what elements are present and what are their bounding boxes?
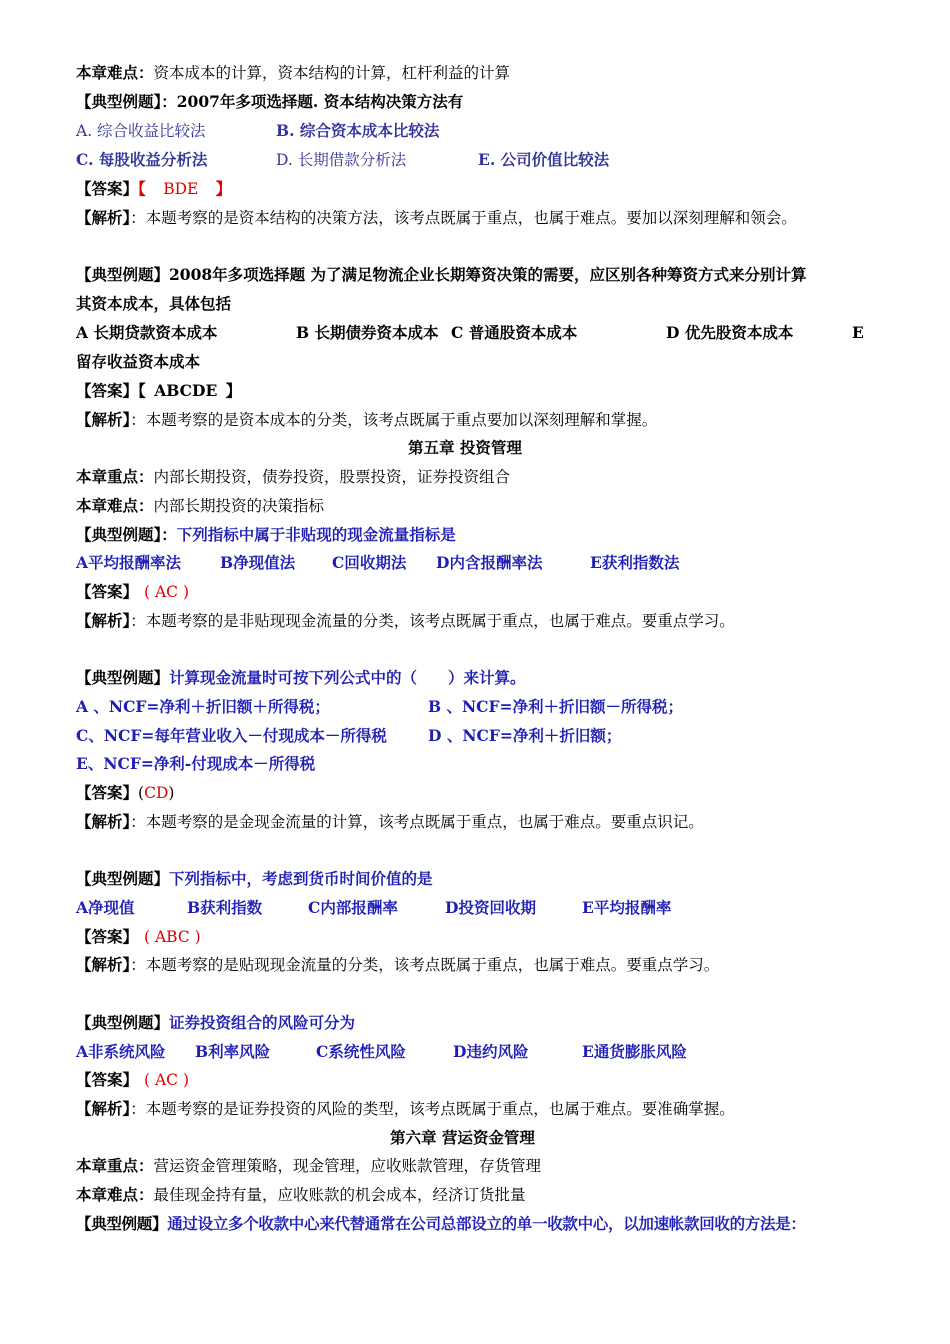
q4-option-d: D 、NCF=净利＋折旧额； [428, 726, 622, 745]
q3-option-c: C回收期法 [332, 553, 407, 572]
q5-option-a: A净现值 [76, 898, 135, 917]
q1-option-b: B. 综合资本成本比较法 [276, 121, 440, 140]
key-text: 内部长期投资，债券投资，股票投资，证券投资组合 [153, 468, 511, 486]
analysis-text: ：本题考察的是资本成本的分类，该考点既属于重点要加以深刻理解和掌握。 [130, 411, 658, 429]
q6-analysis [76, 1098, 735, 1120]
q2-question-cont: 其资本成本，具体包括 [76, 294, 232, 313]
question-text: 计算现金流量时可按下列公式中的（ ）来计算。 [169, 668, 526, 687]
question-text: 下列指标中，考虑到货币时间价值的是 [169, 869, 433, 888]
question-text: 证券投资组合的风险可分为 [169, 1013, 356, 1032]
answer-label: 【答案】 [76, 381, 139, 400]
example-tag: 【典型例题】 [76, 668, 170, 687]
answer-value: ( AC ) [144, 583, 190, 601]
analysis-text: ：本题考察的是证券投资的风险的类型，该考点既属于重点，也属于难点。要准确掌握。 [130, 1100, 735, 1118]
example-question-2 [76, 264, 807, 286]
analysis-text: ：本题考察的是金现金流量的计算，该考点既属于重点，也属于难点。要重点识记。 [130, 813, 704, 831]
difficulty-text: 内部长期投资的决策指标 [153, 497, 325, 515]
answer-value: ( ABC ) [144, 928, 201, 946]
example-tag: 【典型例题】 [76, 1214, 168, 1233]
q1-option-a: A. 综合收益比较法 [76, 122, 206, 140]
answer-label: 【答案】 [76, 927, 139, 946]
answer-value: BDE [163, 180, 199, 198]
analysis-label: 【解析】 [76, 410, 131, 429]
q5-option-d: D投资回收期 [445, 898, 536, 917]
q4-option-a: A 、NCF=净利＋折旧额＋所得税； [76, 697, 330, 716]
q3-option-b: B净现值法 [220, 553, 296, 572]
answer-paren-open: ( [138, 784, 145, 802]
q6-answer [76, 1069, 189, 1091]
q5-option-b: B获利指数 [187, 898, 263, 917]
q5-analysis [76, 954, 719, 976]
question-text: 2008年多项选择题 为了满足物流企业长期筹资决策的需要，应区别各种筹资方式来分别计算 [169, 265, 807, 284]
analysis-text: ：本题考察的是资本结构的决策方法，该考点既属于重点，也属于难点。要加以深刻理解和领会。 [130, 209, 797, 227]
analysis-label: 【解析】 [76, 611, 131, 630]
example-tag: 【典型例题】： [76, 92, 177, 111]
q3-answer [76, 581, 189, 603]
answer-label: 【答案】 [76, 783, 139, 802]
example-tag: 【典型例题】 [76, 869, 170, 888]
q3-option-e: E获利指数法 [590, 553, 680, 572]
example-question-7 [76, 1213, 806, 1235]
q4-option-b: B 、NCF=净利＋折旧额－所得税； [428, 697, 683, 716]
chapter4-difficulty [76, 62, 510, 84]
analysis-label: 【解析】 [76, 812, 131, 831]
analysis-label: 【解析】 [76, 955, 131, 974]
q6-option-e: E通货膨胀风险 [582, 1042, 687, 1061]
answer-bracket-open: 【 [138, 179, 146, 198]
answer-bracket-close: 】 [225, 381, 242, 400]
example-tag: 【典型例题】： [76, 525, 177, 544]
q1-analysis [76, 207, 797, 229]
q6-option-b: B利率风险 [195, 1042, 271, 1061]
q4-option-e: E、NCF=净利-付现成本－所得税 [76, 754, 316, 773]
answer-bracket-close: 】 [215, 179, 232, 198]
difficulty-label: 本章难点： [76, 1185, 154, 1204]
key-label: 本章重点： [76, 467, 154, 486]
q6-option-c: C系统性风险 [316, 1042, 406, 1061]
chapter6-title: 第六章 营运资金管理 [390, 1128, 535, 1147]
q3-analysis [76, 610, 735, 632]
answer-value: CD [144, 784, 169, 802]
chapter5-title: 第五章 投资管理 [408, 438, 522, 457]
q3-option-d: D内含报酬率法 [436, 553, 543, 572]
chapter6-key-points [76, 1155, 541, 1177]
example-question-3 [76, 524, 456, 546]
q5-option-e: E平均报酬率 [582, 898, 672, 917]
key-label: 本章重点： [76, 1156, 154, 1175]
q4-answer [76, 782, 174, 804]
example-question-6 [76, 1012, 355, 1034]
q1-option-d: D. 长期借款分析法 [276, 151, 407, 169]
q2-option-e-text: 留存收益资本成本 [76, 352, 201, 371]
q1-answer [76, 178, 231, 200]
difficulty-label: 本章难点： [76, 496, 154, 515]
question-text: 通过设立多个收款中心来代替通常在公司总部设立的单一收款中心，以加速帐款回收的方法是： [167, 1214, 806, 1233]
answer-value: ABCDE [154, 381, 218, 400]
difficulty-text: 最佳现金持有量，应收账款的机会成本，经济订货批量 [153, 1186, 526, 1204]
answer-label: 【答案】 [76, 582, 139, 601]
q6-option-d: D违约风险 [453, 1042, 529, 1061]
example-tag: 【典型例题】 [76, 1013, 170, 1032]
example-question-5 [76, 868, 433, 890]
q2-option-d: D 优先股资本成本 [666, 323, 794, 342]
q2-answer [76, 380, 241, 402]
analysis-label: 【解析】 [76, 1099, 131, 1118]
chapter5-difficulty [76, 495, 324, 517]
example-tag: 【典型例题】 [76, 265, 170, 284]
example-question-4 [76, 667, 526, 689]
analysis-text: ：本题考察的是贴现现金流量的分类，该考点既属于重点，也属于难点。要重点学习。 [130, 956, 720, 974]
chapter6-difficulty [76, 1184, 526, 1206]
answer-label: 【答案】 [76, 1070, 139, 1089]
q2-option-e-letter: E [852, 323, 864, 342]
analysis-text: ：本题考察的是非贴现现金流量的分类，该考点既属于重点，也属于难点。要重点学习。 [130, 612, 735, 630]
q4-analysis [76, 811, 704, 833]
q1-option-c: C. 每股收益分析法 [76, 150, 208, 169]
q6-option-a: A非系统风险 [76, 1042, 166, 1061]
analysis-label: 【解析】 [76, 208, 131, 227]
q2-option-a: A 长期贷款资本成本 [76, 323, 218, 342]
answer-label: 【答案】 [76, 179, 139, 198]
q3-option-a: A平均报酬率法 [76, 553, 182, 572]
q5-option-c: C内部报酬率 [308, 898, 398, 917]
example-question-1 [76, 91, 463, 113]
difficulty-text: 资本成本的计算，资本结构的计算，杠杆利益的计算 [153, 64, 511, 82]
answer-bracket-open: 【 [138, 381, 146, 400]
question-text: 2007年多项选择题. 资本结构决策方法有 [176, 92, 464, 111]
answer-value: ( AC ) [144, 1071, 190, 1089]
q2-option-c: C 普通股资本成本 [451, 323, 578, 342]
difficulty-label: 本章难点： [76, 63, 154, 82]
q2-option-b: B 长期债券资本成本 [296, 323, 439, 342]
chapter5-key-points [76, 466, 510, 488]
q4-option-c: C、NCF=每年营业收入－付现成本－所得税 [76, 726, 387, 745]
question-text: 下列指标中属于非贴现的现金流量指标是 [176, 525, 456, 544]
q2-analysis [76, 409, 657, 431]
q1-option-e: E. 公司价值比较法 [478, 150, 610, 169]
answer-paren-close: ) [168, 784, 175, 802]
q5-answer [76, 926, 201, 948]
key-text: 营运资金管理策略，现金管理，应收账款管理，存货管理 [153, 1157, 542, 1175]
